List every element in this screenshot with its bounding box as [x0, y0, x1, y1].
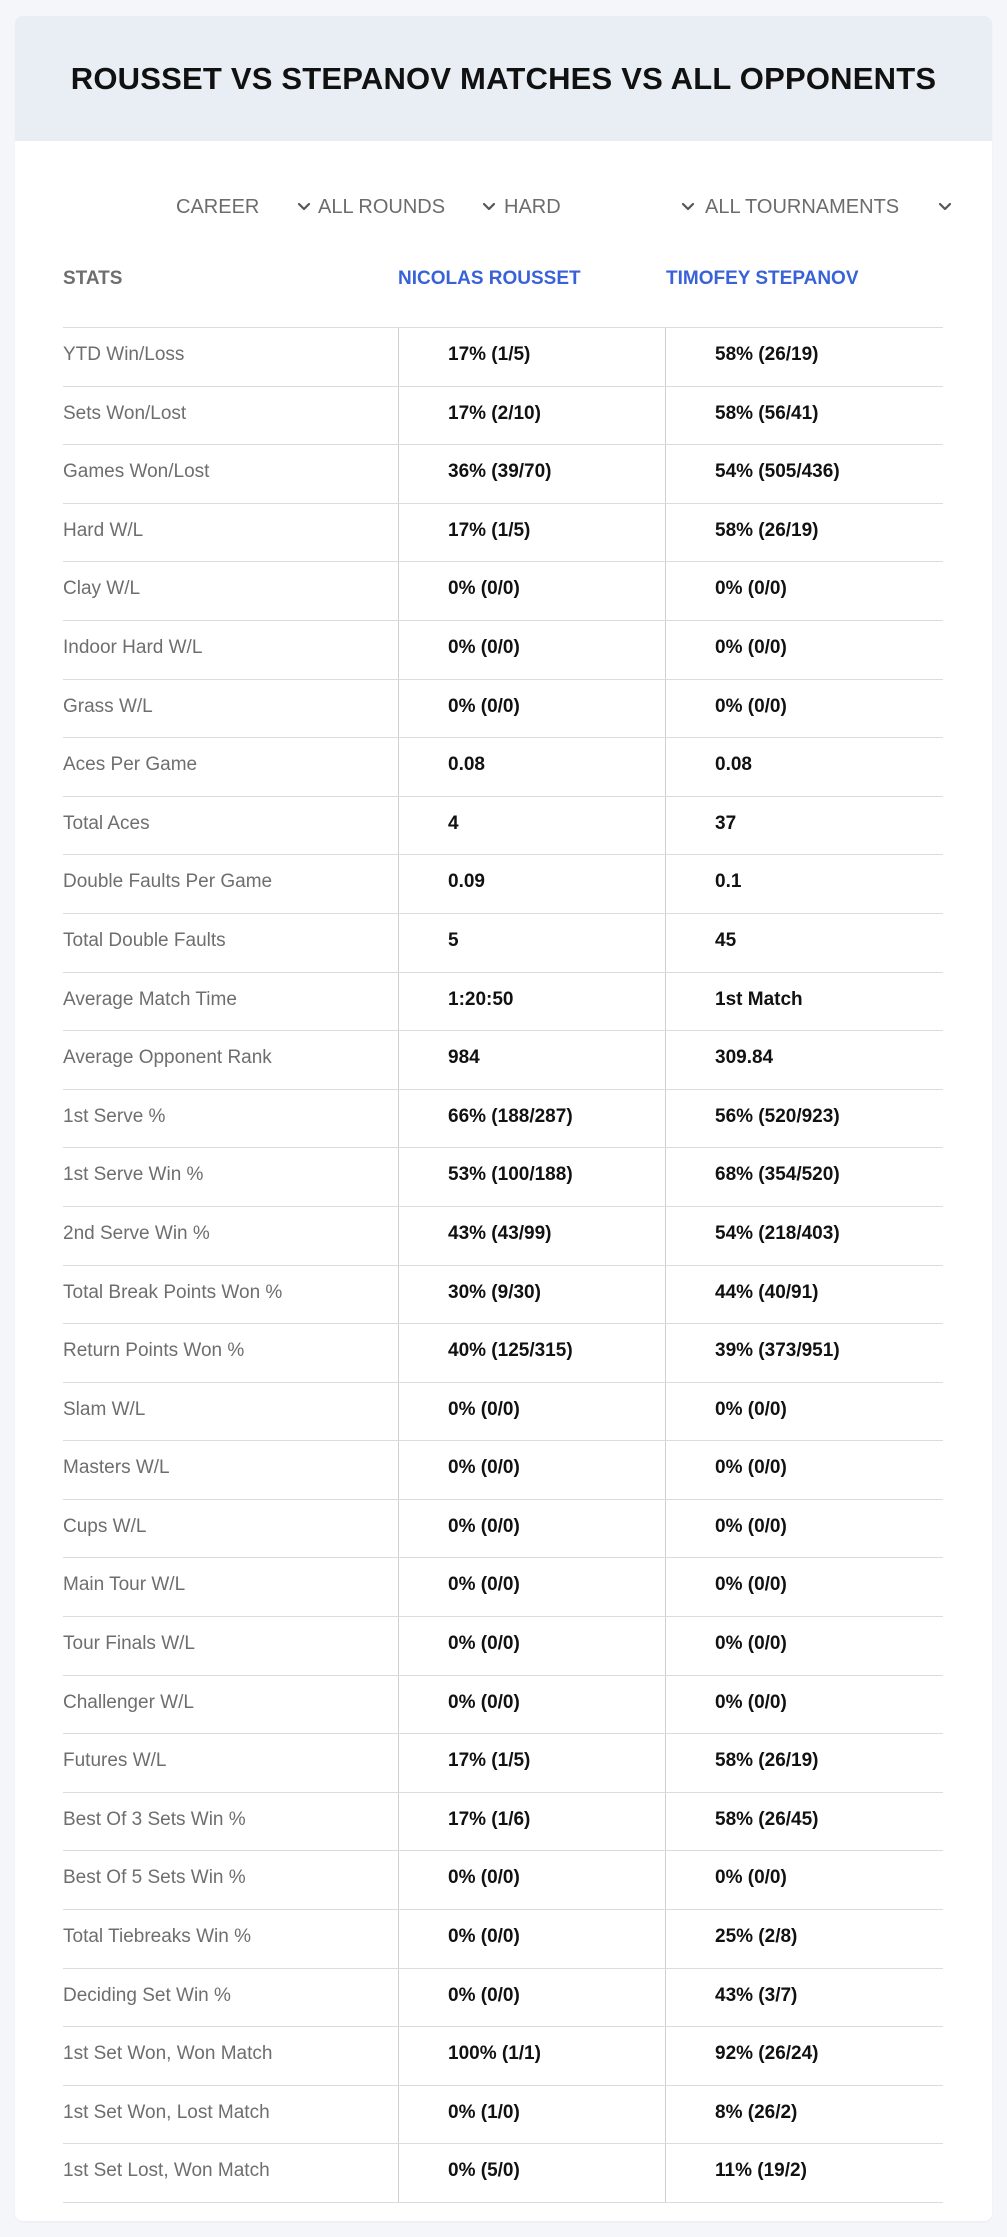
stat-label: 1st Serve Win %: [63, 1164, 204, 1186]
table-row: [63, 1558, 943, 1617]
filter-bar: [15, 186, 992, 246]
stat-label: 1st Set Won, Won Match: [63, 2043, 273, 2065]
table-row: [63, 1031, 943, 1090]
player1-stat-value: 0% (0/0): [398, 1617, 666, 1675]
tournaments-select-value: ALL TOURNAMENTS: [705, 195, 900, 218]
tournaments-select[interactable]: [705, 186, 960, 228]
stat-label: Grass W/L: [63, 695, 153, 717]
stats-table: [63, 255, 943, 2203]
stat-label: Futures W/L: [63, 1750, 167, 1772]
player2-stat-value: 43% (3/7): [715, 1984, 798, 2006]
table-row: [63, 2144, 943, 2203]
chevron-down-icon: [296, 198, 312, 214]
player1-stat-value: 0% (0/0): [398, 680, 666, 738]
player1-stat-value: 0% (0/0): [398, 1500, 666, 1558]
player1-stat-value: 0% (0/0): [398, 562, 666, 620]
stat-label: Masters W/L: [63, 1457, 170, 1479]
chevron-down-icon: [937, 198, 953, 214]
chevron-down-icon: [680, 198, 696, 214]
player2-stat-value: 54% (218/403): [715, 1222, 840, 1244]
player2-stat-value: 0.1: [715, 871, 742, 893]
player1-stat-value: 30% (9/30): [398, 1266, 666, 1324]
player2-stat-value: 68% (354/520): [715, 1164, 840, 1186]
player1-stat-value: 0% (0/0): [398, 1910, 666, 1968]
stat-label: Main Tour W/L: [63, 1574, 186, 1596]
player2-stat-value: 25% (2/8): [715, 1926, 798, 1948]
stat-label: Cups W/L: [63, 1515, 147, 1537]
player2-stat-value: 92% (26/24): [715, 2043, 819, 2065]
player1-stat-value: 0% (0/0): [398, 1851, 666, 1909]
stat-label: Sets Won/Lost: [63, 402, 187, 424]
player1-stat-value: 17% (2/10): [398, 387, 666, 445]
stat-label: Aces Per Game: [63, 754, 198, 776]
stat-label: Tour Finals W/L: [63, 1633, 195, 1655]
player2-stat-value: 11% (19/2): [715, 2160, 807, 2182]
player1-stat-value: 0% (1/0): [398, 2086, 666, 2144]
player1-stat-value: 0% (0/0): [398, 1441, 666, 1499]
table-row: [63, 1324, 943, 1383]
player2-stat-value: 58% (56/41): [715, 402, 819, 424]
player1-stat-value: 53% (100/188): [398, 1148, 666, 1206]
table-row: [63, 1266, 943, 1325]
stat-label: Total Tiebreaks Win %: [63, 1926, 251, 1948]
player2-column-header[interactable]: TIMOFEY STEPANOV: [666, 268, 859, 289]
stat-label: Games Won/Lost: [63, 461, 210, 483]
table-row: [63, 1500, 943, 1559]
table-row: [63, 1969, 943, 2028]
player2-stat-value: 58% (26/19): [715, 519, 819, 541]
period-select[interactable]: [176, 186, 316, 228]
table-row: [63, 1090, 943, 1149]
stat-label: 2nd Serve Win %: [63, 1222, 210, 1244]
table-row: [63, 1207, 943, 1266]
player1-stat-value: 0% (0/0): [398, 1676, 666, 1734]
stat-label: Clay W/L: [63, 578, 141, 600]
player1-stat-value: 0.08: [398, 738, 666, 796]
table-row: [63, 1617, 943, 1676]
table-row: [63, 1910, 943, 1969]
player2-stat-value: 56% (520/923): [715, 1105, 840, 1127]
stat-label: 1st Set Won, Lost Match: [63, 2101, 270, 2123]
player2-stat-value: 0% (0/0): [715, 1398, 787, 1420]
table-row: [63, 1851, 943, 1910]
player2-stat-value: 58% (26/19): [715, 1750, 819, 1772]
stats-card: [15, 16, 992, 2221]
stat-label: Hard W/L: [63, 519, 144, 541]
stat-label: Return Points Won %: [63, 1340, 245, 1362]
player2-stat-value: 37: [715, 812, 737, 834]
player1-stat-value: 17% (1/5): [398, 328, 666, 386]
table-row: [63, 855, 943, 914]
table-row: [63, 738, 943, 797]
stats-column-header: STATS: [63, 268, 123, 289]
player2-stat-value: 39% (373/951): [715, 1340, 840, 1362]
player2-stat-value: 58% (26/45): [715, 1808, 819, 1830]
stat-label: Slam W/L: [63, 1398, 146, 1420]
player1-stat-value: 36% (39/70): [398, 445, 666, 503]
table-row: [63, 797, 943, 856]
table-row: [63, 445, 943, 504]
player1-stat-value: 66% (188/287): [398, 1090, 666, 1148]
table-row: [63, 1734, 943, 1793]
table-row: [63, 387, 943, 446]
period-select-value: CAREER: [176, 195, 260, 218]
stat-label: Total Break Points Won %: [63, 1281, 283, 1303]
player2-stat-value: 0% (0/0): [715, 1457, 787, 1479]
player2-stat-value: 309.84: [715, 1047, 774, 1069]
player1-stat-value: 4: [398, 797, 666, 855]
stat-label: YTD Win/Loss: [63, 344, 185, 365]
player2-stat-value: 0% (0/0): [715, 1574, 787, 1596]
table-row: [63, 2027, 943, 2086]
stat-label: Indoor Hard W/L: [63, 636, 203, 658]
table-row: [63, 1148, 943, 1207]
surface-select[interactable]: [504, 186, 704, 228]
chevron-down-icon: [481, 198, 497, 214]
player1-stat-value: 17% (1/5): [398, 504, 666, 562]
stat-label: Double Faults Per Game: [63, 871, 273, 893]
player2-stat-value: 54% (505/436): [715, 461, 840, 483]
table-row: [63, 973, 943, 1032]
player2-stat-value: 0% (0/0): [715, 1515, 787, 1537]
player1-stat-value: 43% (43/99): [398, 1207, 666, 1265]
player2-stat-value: 0.08: [715, 754, 752, 776]
table-body: [63, 328, 943, 2203]
player1-stat-value: 0% (0/0): [398, 1969, 666, 2027]
player1-stat-value: 5: [398, 914, 666, 972]
player2-stat-value: 0% (0/0): [715, 636, 787, 658]
table-row: [63, 1676, 943, 1735]
stat-label: Best Of 5 Sets Win %: [63, 1867, 246, 1889]
table-row: [63, 2086, 943, 2145]
rounds-select-value: ALL ROUNDS: [318, 195, 446, 218]
player2-stat-value: 0% (0/0): [715, 578, 787, 600]
table-row: [63, 1441, 943, 1500]
player2-stat-value: 58% (26/19): [715, 344, 819, 365]
table-header: [63, 255, 943, 328]
table-row: [63, 680, 943, 739]
page-title: ROUSSET VS STEPANOV MATCHES VS ALL OPPONENTS: [70, 60, 937, 96]
player1-stat-value: 1:20:50: [398, 973, 666, 1031]
stat-label: Best Of 3 Sets Win %: [63, 1808, 246, 1830]
player2-stat-value: 45: [715, 929, 737, 951]
card-header: [15, 16, 992, 141]
table-row: [63, 562, 943, 621]
player2-stat-value: 44% (40/91): [715, 1281, 819, 1303]
player1-stat-value: 0% (0/0): [398, 621, 666, 679]
player1-stat-value: 0% (0/0): [398, 1558, 666, 1616]
stat-label: Total Double Faults: [63, 929, 226, 951]
stat-label: Total Aces: [63, 812, 150, 834]
table-row: [63, 1383, 943, 1442]
stat-label: Challenger W/L: [63, 1691, 194, 1713]
player1-stat-value: 17% (1/6): [398, 1793, 666, 1851]
player2-stat-value: 8% (26/2): [715, 2101, 798, 2123]
player2-stat-value: 0% (0/0): [715, 695, 787, 717]
player1-stat-value: 0% (5/0): [398, 2144, 666, 2202]
player1-stat-value: 984: [398, 1031, 666, 1089]
table-row: [63, 328, 943, 387]
stat-label: Deciding Set Win %: [63, 1984, 231, 2006]
player2-stat-value: 1st Match: [715, 988, 803, 1010]
stat-label: Average Match Time: [63, 988, 237, 1010]
player1-stat-value: 40% (125/315): [398, 1324, 666, 1382]
player2-stat-value: 0% (0/0): [715, 1867, 787, 1889]
table-row: [63, 504, 943, 563]
player1-stat-value: 17% (1/5): [398, 1734, 666, 1792]
player1-stat-value: 0.09: [398, 855, 666, 913]
player2-stat-value: 0% (0/0): [715, 1633, 787, 1655]
player1-stat-value: 100% (1/1): [398, 2027, 666, 2085]
table-row: [63, 914, 943, 973]
stat-label: Average Opponent Rank: [63, 1047, 272, 1069]
stat-label: 1st Serve %: [63, 1105, 166, 1127]
table-row: [63, 1793, 943, 1852]
rounds-select[interactable]: [318, 186, 498, 228]
player1-column-header[interactable]: NICOLAS ROUSSET: [398, 268, 581, 289]
player2-stat-value: 0% (0/0): [715, 1691, 787, 1713]
stat-label: 1st Set Lost, Won Match: [63, 2160, 270, 2182]
surface-select-value: HARD: [504, 195, 561, 218]
table-row: [63, 621, 943, 680]
player1-stat-value: 0% (0/0): [398, 1383, 666, 1441]
